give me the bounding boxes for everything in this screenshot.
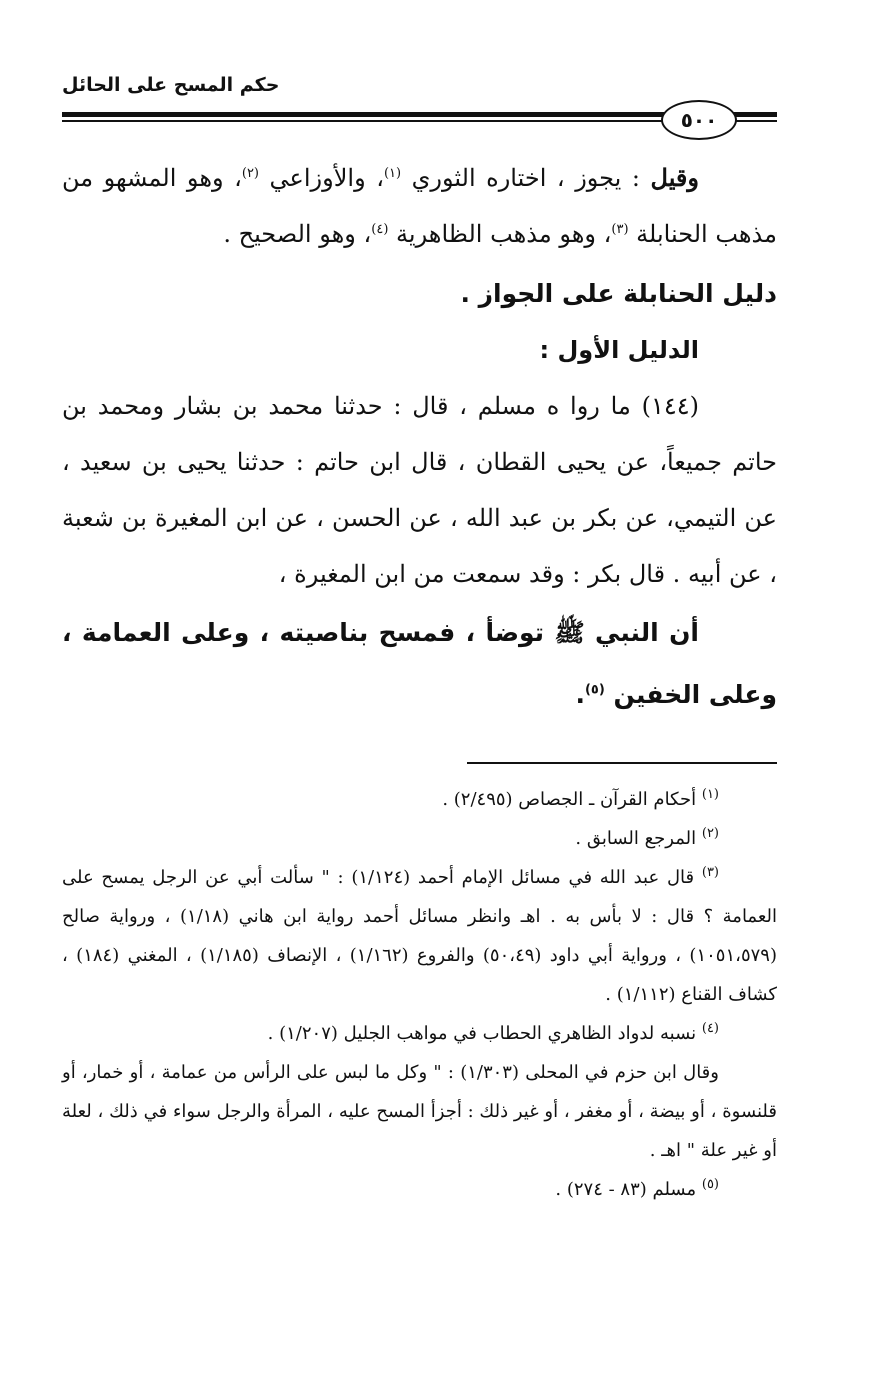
paragraph-lead: وقيل xyxy=(650,163,699,192)
footnote-ref-4: (٤) xyxy=(371,222,389,237)
footnote-ref-3: (٣) xyxy=(611,222,629,237)
footnote-4-continuation: وقال ابن حزم في المحلى (١/٣٠٣) : " وكل ما لبس على الرأس من عمامة ، أو خمار، أو قلنسوة ، أو بيضة ، أو مغفر ، أو غير ذلك : أجزأ المسح عليه ، المرأة والرجل سواء في ذلك ، لعلة أو غير علة " اهـ . xyxy=(62,1062,777,1161)
footnote-3: $^{(٣)}$ قال عبد الله في مسائل الإمام أحمد (١/١٢٤) : " سألت أبي عن الرجل يمسح على العمامة ؟ قال : لا بأس به . اهـ وانظر مسائل أحمد رواية ابن هاني (١/١٨) ، ورواية صالح (١٠٥١،٥٧٩) ، ورواية أبي داود (٥٠،٤٩) والفروع (١/١٦٢) ، الإنصاف (١/١٨٥) ، المغني (١٨٤) ، كشاف القناع (١/١١٢) . xyxy=(62,865,778,1005)
footnote-1: $^{(١)}$ أحكام القرآن ـ الجصاص (٢/٤٩٥) . xyxy=(442,787,719,810)
footnotes xyxy=(62,780,777,1209)
footnote-2: $^{(٢)}$ المرجع السابق . xyxy=(575,826,719,849)
footnote-5: $^{(٥)}$ مسلم (٨٣ - ٢٧٤) . xyxy=(555,1177,719,1200)
footnote-separator xyxy=(467,762,777,764)
subsection-heading: الدليل الأول : xyxy=(539,336,699,364)
footnote-ref-1: (١) xyxy=(383,166,402,181)
isnad-paragraph: (١٤٤) ما روا ه مسلم ، قال : حدثنا محمد بن بشار ومحمد بن حاتم جميعاً، عن يحيى القطان ، قال ابن حاتم : حدثنا يحيى بن سعيد ، عن التيمي، عن بكر بن عبد الله ، عن الحسن ، عن ابن المغيرة بن شعبة ، عن أبيه . قال بكر : وقد سمعت من ابن المغيرة ، xyxy=(62,392,777,588)
main-text xyxy=(62,150,777,726)
footnote-ref-5: (٥) xyxy=(584,682,605,698)
page-number: ٥٠٠ xyxy=(661,100,737,140)
page-header xyxy=(62,62,777,132)
section-heading: دليل الحنابلة على الجواز . xyxy=(460,279,777,308)
opinion-paragraph: وقيل : يجوز ، اختاره الثوري $^{(١)}$، والأوزاعي $^{(٢)}$، وهو المشهو من مذهب الحنابلة $^{(٣)}$، وهو مذهب الظاهرية $^{(٤)}$، وهو الصحيح . xyxy=(62,163,777,248)
running-title: حكم المسح على الحائل xyxy=(62,74,280,96)
hadith-text: أن النبي ﷺ توضأ ، فمسح بناصيته ، وعلى العمامة ، وعلى الخفين $^{(٥)}$. xyxy=(62,618,777,709)
footnote-ref-2: (٢) xyxy=(241,166,259,181)
footnote-4: $^{(٤)}$ نسبه لدواد الظاهري الحطاب في مواهب الجليل (١/٢٠٧) . xyxy=(267,1021,719,1044)
